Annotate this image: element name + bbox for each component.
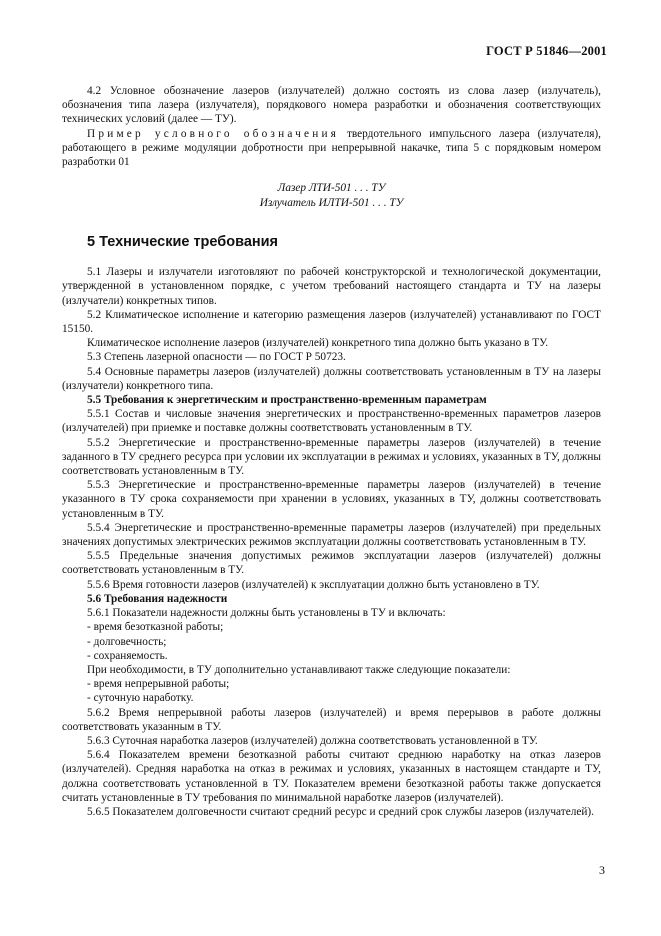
clause-5-2: 5.2 Климатическое исполнение и категорию размещения лазеров (излучателей) устанавливают по ГОСТ 15150. — [62, 308, 601, 336]
clause-5-1: 5.1 Лазеры и излучатели изготовляют по рабочей конструкторской и технологической документации, утвержденной в установленном порядке, с учетом требований настоящего стандарта и ТУ на лазеры (излучатели) конкретных типов. — [62, 266, 601, 307]
clause-5-6-5: 5.6.5 Показателем долговечности считают средний ресурс и средний срок службы лазеров (излучателей). — [87, 805, 594, 818]
section-5-title: 5 Технические требования — [87, 234, 279, 251]
subsection-5-6-heading: 5.6 Требования надежности — [87, 592, 228, 605]
page-number: 3 — [599, 863, 605, 877]
clause-5-5-5: 5.5.5 Предельные значения допустимых режимов эксплуатации лазеров (излучателей) должны соответствовать установленным в ТУ. — [62, 550, 601, 577]
clause-5-6-1-b: При необходимости, в ТУ дополнительно устанавливают также следующие показатели: — [87, 663, 511, 676]
clause-4-2: 4.2 Условное обозначение лазеров (излучателей) должно состоять из слова лазер (излучатель), обозначения типа лазера (излучателя), порядкового номера разработки и обозначения соответствующих технических условий (далее — ТУ). — [62, 85, 601, 126]
list-item: - долговечность; — [87, 635, 167, 648]
clause-5-5-1: 5.5.1 Состав и числовые значения энергетических и пространственно-временных параметров лазеров (излучателей) при приемке и поставке должны соответствовать установленным в ТУ. — [62, 408, 601, 435]
list-item: - сохраняемость. — [87, 649, 168, 662]
clause-5-6-4: 5.6.4 Показателем времени безотказной работы считают среднюю наработку на отказ лазеров (излучателей). Средняя наработка на отказ в режимах и условиях, указанных в настоящем стандарте и ТУ, должна соответствовать установленной в ТУ. Показателем времени безотказной работы также допускается считать установленные в ТУ требования по минимальной наработке лазеров (излучателей). — [62, 749, 601, 804]
clause-5-5-2: 5.5.2 Энергетические и пространственно-временные параметры лазеров (излучателей) в течение заданного в ТУ среднего ресурса при условии их эксплуатации в режимах и условиях, указанных в ТУ, должны соответствовать установленным в ТУ. — [62, 436, 601, 478]
example-text: твердотельного импульсного лазера (излучателя), работающего в режиме модуляции добротности при непрерывной накачке, типа 5 с порядковым номером разработки 01 — [62, 127, 601, 169]
clause-5-5-6: 5.5.6 Время готовности лазеров (излучателей) к эксплуатации должно быть установлено в ТУ. — [87, 578, 540, 591]
standard-code-header: ГОСТ Р 51846—2001 — [486, 44, 607, 58]
clause-5-6-3: 5.6.3 Суточная наработка лазеров (излучателей) должна соответствовать установленной в ТУ. — [87, 734, 538, 747]
clause-5-5-4: 5.5.4 Энергетические и пространственно-временные параметры лазеров (излучателей) при предельных значениях допустимых электрических режимов эксплуатации должны соответствовать установленным в ТУ. — [62, 521, 601, 549]
list-item: - время безотказной работы; — [87, 621, 224, 634]
clause-5-4: 5.4 Основные параметры лазеров (излучателей) должны соответствовать установленным в ТУ на лазеры (излучатели) конкретного типа. — [62, 365, 601, 392]
designation-examples — [62, 181, 601, 211]
example-label: Пример условного обозначения — [87, 127, 340, 140]
list-item: - время непрерывной работы; — [87, 678, 230, 691]
clause-5-5-3: 5.5.3 Энергетические и пространственно-временные параметры лазеров (излучателей) в течение указанного в ТУ срока сохраняемости при хранении в условиях, указанных в ТУ, должны соответствовать установленным в ТУ. — [62, 479, 601, 520]
clause-5-6-2: 5.6.2 Время непрерывной работы лазеров (излучателей) и время перерывов в работе должны соответствовать указанным в ТУ. — [62, 706, 601, 733]
clause-4-2-example — [62, 127, 601, 170]
example-emitter-designation: Излучатель ИЛТИ-501 . . . ТУ — [259, 197, 404, 210]
clause-5-6-1: 5.6.1 Показатели надежности должны быть установлены в ТУ и включать: — [87, 607, 446, 620]
clause-5-3: 5.3 Степень лазерной опасности — по ГОСТ Р 50723. — [87, 351, 346, 364]
list-item: - суточную наработку. — [87, 692, 194, 705]
document-body — [62, 84, 601, 819]
subsection-5-5-heading: 5.5 Требования к энергетическим и пространственно-временным параметрам — [87, 394, 487, 407]
clause-5-2-b: Климатическое исполнение лазеров (излучателей) конкретного типа должно быть указано в ТУ. — [87, 337, 549, 350]
example-laser-designation: Лазер ЛТИ-501 . . . ТУ — [277, 182, 386, 195]
